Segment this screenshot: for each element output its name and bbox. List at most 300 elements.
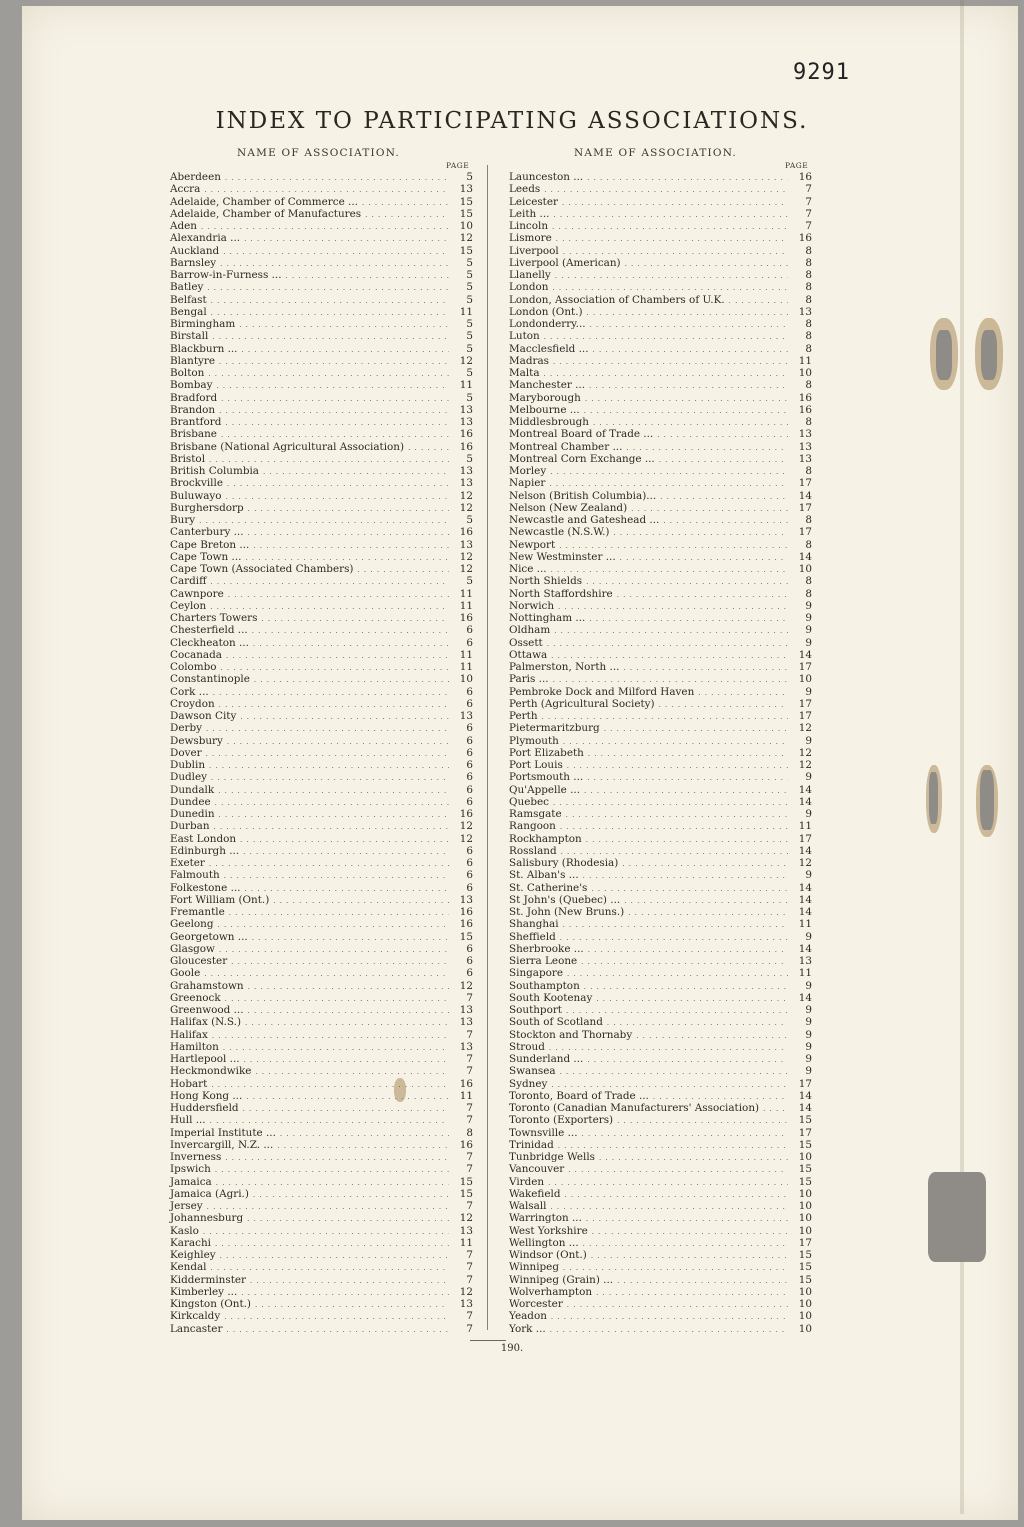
index-entry	[170, 404, 473, 416]
index-entry	[509, 1286, 812, 1298]
association-name: Vancouver	[509, 1163, 565, 1176]
page-ref: 12	[798, 857, 812, 869]
association-name: Blantyre	[170, 354, 216, 367]
index-entry	[170, 379, 473, 391]
page-ref: 15	[798, 1138, 812, 1151]
index-entry	[170, 294, 473, 306]
leader-dots	[244, 1053, 449, 1066]
page-ref: 8	[805, 269, 812, 281]
leader-dots	[209, 857, 449, 870]
association-name: Bristol	[170, 452, 206, 465]
page-ref: 13	[459, 1016, 473, 1029]
index-entry	[170, 735, 473, 747]
index-entry	[509, 183, 812, 195]
leader-dots	[552, 220, 788, 233]
leader-dots	[592, 1225, 788, 1238]
leader-dots	[223, 245, 449, 258]
association-name: Dunedin	[170, 808, 215, 820]
index-entry	[170, 1286, 473, 1298]
index-entry	[170, 514, 473, 526]
association-name: Middlesbrough	[509, 416, 589, 428]
association-name: Nice ...	[509, 563, 547, 575]
leader-dots	[241, 343, 449, 356]
page-ref: 16	[798, 403, 812, 416]
association-name: Fremantle	[170, 906, 225, 918]
leader-dots	[211, 306, 449, 319]
association-name: Quebec	[509, 795, 549, 808]
index-entry	[509, 600, 812, 612]
association-name: Dewsbury	[170, 734, 223, 747]
index-entry	[509, 955, 812, 967]
leader-dots	[209, 759, 449, 772]
index-entry	[509, 490, 812, 502]
index-entry	[170, 1237, 473, 1249]
leader-dots	[211, 1078, 449, 1091]
index-entry	[170, 637, 473, 649]
association-name: Townsville ...	[509, 1126, 578, 1139]
page-ref: 8	[805, 465, 812, 477]
association-name: Wakefield	[509, 1187, 561, 1200]
index-entry	[170, 183, 473, 195]
page-ref: 14	[798, 783, 812, 796]
leader-dots	[221, 392, 449, 405]
page-ref: 6	[466, 624, 473, 637]
leader-dots	[250, 1274, 449, 1287]
index-entry	[509, 735, 812, 747]
page-ref: 14	[798, 844, 812, 857]
index-entry	[509, 808, 812, 820]
page-ref: 7	[466, 1102, 473, 1114]
leader-dots	[211, 1261, 450, 1274]
association-name: Brockville	[170, 477, 223, 490]
index-entry	[170, 1298, 473, 1310]
page-ref: 15	[798, 1273, 812, 1286]
leader-dots	[225, 1151, 449, 1164]
page-ref: 10	[798, 1285, 812, 1298]
index-entry	[170, 1200, 473, 1212]
index-entry	[170, 857, 473, 869]
association-name: Folkestone ...	[170, 881, 241, 894]
association-name: Adelaide, Chamber of Commerce ...	[170, 195, 358, 208]
leader-dots	[248, 1004, 449, 1017]
page-ref: 6	[466, 734, 473, 747]
page-ref: 7	[466, 1151, 473, 1163]
association-name: British Columbia	[170, 465, 259, 477]
index-entry	[509, 196, 812, 208]
page-ref: 5	[466, 342, 473, 355]
index-entry	[509, 269, 812, 281]
leader-dots	[553, 673, 788, 686]
page-ref: 9	[805, 1004, 812, 1016]
index-entry	[509, 1225, 812, 1237]
association-name: Grahamstown	[170, 979, 244, 992]
page-ref: 13	[459, 477, 473, 490]
index-entry	[509, 392, 812, 404]
association-name: Cape Town ...	[170, 550, 242, 563]
page-ref: 14	[798, 991, 812, 1004]
leader-dots	[252, 624, 449, 637]
page-ref: 11	[459, 305, 473, 318]
leader-dots	[208, 367, 449, 380]
index-entry	[509, 416, 812, 428]
association-name: Geelong	[170, 918, 214, 931]
leader-dots	[563, 918, 788, 931]
page-ref: 14	[798, 942, 812, 955]
page-ref: 5	[466, 330, 473, 343]
leader-dots	[219, 943, 449, 956]
left-page-label: PAGE	[446, 161, 470, 170]
leader-dots	[622, 857, 788, 870]
association-name: North Shields	[509, 575, 583, 588]
association-name: Kidderminster	[170, 1273, 246, 1286]
association-name: Falmouth	[170, 869, 220, 882]
leader-dots	[201, 220, 449, 233]
page-ref: 7	[466, 1310, 473, 1323]
index-entry	[170, 1310, 473, 1322]
association-name: Hull ...	[170, 1114, 206, 1127]
leader-dots	[210, 1114, 449, 1127]
page-ref: 15	[459, 1187, 473, 1200]
association-name: Halifax (N.S.)	[170, 1016, 241, 1029]
index-entry	[509, 441, 812, 453]
association-name: Bury	[170, 514, 196, 526]
index-entry	[509, 649, 812, 661]
leader-dots	[209, 453, 449, 466]
leader-dots	[365, 208, 449, 221]
leader-dots	[206, 722, 449, 735]
page-ref: 7	[466, 1322, 473, 1335]
leader-dots	[625, 257, 788, 270]
index-entry	[170, 416, 473, 428]
index-entry	[509, 379, 812, 391]
page-ref: 12	[459, 550, 473, 563]
page-ref: 13	[798, 428, 812, 441]
index-entry	[509, 1188, 812, 1200]
association-name: Bradford	[170, 391, 218, 404]
leader-dots	[273, 894, 449, 907]
association-name: Hamilton	[170, 1040, 219, 1053]
association-name: Dudley	[170, 771, 208, 784]
leader-dots	[207, 281, 449, 294]
association-name: Durban	[170, 820, 210, 833]
association-name: Liverpool	[509, 244, 559, 257]
association-name: Birmingham	[170, 318, 236, 330]
association-name: South Kootenay	[509, 991, 593, 1004]
association-name: Nelson (New Zealand)	[509, 501, 628, 514]
leader-dots	[617, 588, 788, 601]
association-name: Glasgow	[170, 942, 215, 955]
page-ref: 17	[798, 697, 812, 710]
page-ref: 13	[459, 183, 473, 196]
page-ref: 16	[798, 232, 812, 245]
index-entry	[509, 1310, 812, 1322]
association-name: Warrington ...	[509, 1212, 582, 1225]
page-ref: 6	[466, 844, 473, 857]
index-entry	[170, 845, 473, 857]
leader-dots	[588, 747, 788, 760]
page-ref: 16	[459, 526, 473, 539]
association-name: Oldham	[509, 624, 551, 637]
leader-dots	[567, 759, 788, 772]
leader-dots	[227, 735, 449, 748]
staple-hole	[929, 772, 938, 824]
index-entry	[170, 1274, 473, 1286]
association-name: Cardiff	[170, 575, 207, 588]
staple-hole	[981, 330, 997, 380]
page-ref: 9	[805, 685, 812, 698]
leader-dots	[210, 600, 449, 613]
index-entry	[170, 1225, 473, 1237]
leader-dots	[549, 477, 788, 490]
association-name: Cawnpore	[170, 587, 224, 600]
page-ref: 14	[798, 648, 812, 661]
leader-dots	[555, 269, 788, 282]
leader-dots	[286, 269, 449, 282]
association-name: Walsall	[509, 1200, 547, 1212]
leader-dots	[220, 1249, 449, 1262]
association-name: London (Ont.)	[509, 305, 583, 318]
leader-dots	[659, 698, 788, 711]
leader-dots	[563, 735, 788, 748]
page-ref: 6	[466, 783, 473, 796]
leader-dots	[263, 465, 449, 478]
leader-dots	[219, 355, 449, 368]
leader-dots	[589, 379, 788, 392]
leader-dots	[225, 171, 449, 184]
index-entry	[509, 869, 812, 881]
index-entry	[170, 367, 473, 379]
association-name: Lincoln	[509, 220, 549, 232]
association-name: Brantford	[170, 416, 222, 428]
leader-dots	[210, 575, 449, 588]
association-name: New Westminster ...	[509, 550, 616, 563]
index-entry	[509, 171, 812, 183]
association-name: Pietermaritzburg	[509, 722, 600, 735]
leader-dots	[253, 539, 449, 552]
leader-dots	[215, 1163, 449, 1176]
leader-dots	[560, 1065, 788, 1078]
leader-dots	[584, 784, 788, 797]
leader-dots	[553, 208, 788, 221]
leader-dots	[586, 833, 788, 846]
leader-dots	[566, 808, 788, 821]
page-ref: 15	[798, 1175, 812, 1188]
association-name: Shanghai	[509, 918, 559, 931]
association-name: Fort William (Ont.)	[170, 893, 270, 906]
leader-dots	[212, 1029, 449, 1042]
leader-dots	[246, 1090, 449, 1103]
leader-dots	[226, 649, 449, 662]
index-entry	[509, 1200, 812, 1212]
leader-dots	[261, 612, 449, 625]
staple-hole	[936, 330, 952, 380]
association-name: Trinidad	[509, 1138, 554, 1151]
page-ref: 13	[459, 893, 473, 906]
leader-dots	[544, 330, 788, 343]
association-name: Singapore	[509, 967, 564, 980]
leader-dots	[203, 1225, 449, 1238]
index-entry	[509, 428, 812, 440]
leader-dots	[243, 1102, 449, 1115]
index-entry	[509, 661, 812, 673]
leader-dots	[215, 1237, 449, 1250]
index-entry	[170, 232, 473, 244]
association-name: Derby	[170, 722, 202, 735]
page-ref: 17	[798, 1077, 812, 1090]
leader-dots	[624, 894, 788, 907]
association-name: Sierra Leone	[509, 955, 578, 967]
association-name: Launceston ...	[509, 171, 584, 183]
association-name: Kendal	[170, 1261, 207, 1274]
association-name: Dublin	[170, 759, 206, 771]
association-name: Keighley	[170, 1249, 216, 1261]
index-entry	[170, 441, 473, 453]
association-name: Belfast	[170, 293, 207, 306]
index-entry	[170, 833, 473, 845]
index-entry	[170, 551, 473, 563]
index-entry	[170, 1139, 473, 1151]
page-title: INDEX TO PARTICIPATING ASSOCIATIONS.	[215, 108, 809, 134]
leader-dots	[563, 245, 788, 258]
page-ref: 5	[466, 281, 473, 294]
index-entry	[509, 894, 812, 906]
page-ref: 9	[805, 1065, 812, 1078]
page-ref: 11	[459, 1089, 473, 1102]
association-name: Montreal Board of Trade ...	[509, 428, 654, 441]
index-entry	[170, 465, 473, 477]
index-entry	[170, 526, 473, 538]
association-name: Jamaica (Agri.)	[170, 1187, 249, 1200]
page-ref: 11	[798, 820, 812, 833]
index-entry	[170, 306, 473, 318]
page-ref: 8	[805, 342, 812, 355]
index-entry	[170, 869, 473, 881]
index-entry	[509, 367, 812, 379]
index-entry	[509, 710, 812, 722]
association-name: Yeadon	[509, 1310, 547, 1323]
association-name: Auckland	[170, 244, 220, 257]
page-ref: 9	[805, 771, 812, 784]
page-ref: 17	[798, 661, 812, 673]
index-entry	[509, 514, 812, 526]
association-name: Burghersdorp	[170, 501, 244, 514]
association-name: Georgetown ...	[170, 930, 248, 943]
association-name: St. John (New Bruns.)	[509, 906, 625, 918]
leader-dots	[224, 1310, 449, 1323]
association-name: Melbourne ...	[509, 403, 580, 416]
page-ref: 5	[466, 391, 473, 404]
page-ref: 10	[798, 673, 812, 686]
association-name: London	[509, 281, 549, 294]
leader-dots	[589, 612, 788, 625]
leader-dots	[559, 539, 788, 552]
leader-dots	[631, 502, 788, 515]
document-number: 9291	[793, 60, 850, 85]
page-ref: 6	[466, 771, 473, 784]
index-entry	[170, 796, 473, 808]
index-entry	[509, 208, 812, 220]
index-entry	[170, 1114, 473, 1126]
leader-dots	[225, 992, 449, 1005]
index-entry	[509, 796, 812, 808]
association-name: Rockhampton	[509, 832, 582, 845]
association-name: Madras	[509, 354, 549, 367]
association-name: Toronto, Board of Trade ...	[509, 1089, 649, 1102]
association-name: Brandon	[170, 403, 216, 416]
index-entry	[509, 1274, 812, 1286]
page-ref: 8	[805, 416, 812, 428]
page-ref: 10	[798, 1151, 812, 1163]
index-entry	[509, 722, 812, 734]
association-name: Bombay	[170, 379, 213, 392]
page-ref: 5	[466, 575, 473, 588]
index-entry	[509, 759, 812, 771]
index-entry	[509, 1004, 812, 1016]
association-name: Wolverhampton	[509, 1285, 593, 1298]
page-ref: 9	[805, 808, 812, 820]
leader-dots	[604, 722, 788, 735]
leader-dots	[243, 845, 449, 858]
index-entry	[509, 294, 812, 306]
association-name: Winnipeg	[509, 1261, 559, 1274]
page-ref: 17	[798, 477, 812, 490]
page-ref: 5	[466, 256, 473, 269]
index-entry	[509, 220, 812, 232]
association-name: Stroud	[509, 1040, 545, 1053]
association-name: Londonderry...	[509, 318, 586, 330]
index-entry	[170, 784, 473, 796]
association-name: West Yorkshire	[509, 1224, 588, 1237]
paper-tear	[928, 1172, 986, 1262]
leader-dots	[586, 1212, 788, 1225]
association-name: Newcastle (N.S.W.)	[509, 526, 610, 539]
leader-dots	[223, 1041, 449, 1054]
page-ref: 6	[466, 759, 473, 771]
index-entry	[509, 465, 812, 477]
association-name: Cleckheaton ...	[170, 636, 249, 649]
association-name: Sheffield	[509, 930, 556, 943]
page-ref: 10	[798, 1200, 812, 1212]
leader-dots	[204, 183, 449, 196]
page-ref: 6	[466, 697, 473, 710]
page-ref: 14	[798, 795, 812, 808]
page-ref: 7	[805, 207, 812, 220]
association-name: Ottawa	[509, 648, 548, 661]
leader-dots	[623, 661, 788, 674]
page-ref: 10	[798, 1212, 812, 1225]
index-entry	[509, 992, 812, 1004]
leader-dots	[663, 514, 788, 527]
page-ref: 10	[459, 673, 473, 686]
index-entry	[170, 563, 473, 575]
index-entry	[509, 857, 812, 869]
page-number: 190.	[500, 1343, 524, 1354]
association-name: Barnsley	[170, 256, 217, 269]
association-name: York ...	[509, 1322, 546, 1335]
association-name: Buluwayo	[170, 489, 222, 502]
page-ref: 14	[798, 1089, 812, 1102]
association-name: Port Louis	[509, 759, 563, 771]
association-name: Tunbridge Wells	[509, 1151, 595, 1163]
index-entry	[170, 428, 473, 440]
index-entry	[509, 404, 812, 416]
index-entry	[170, 171, 473, 183]
page-ref: 10	[798, 1310, 812, 1323]
association-name: Qu'Appelle ...	[509, 783, 581, 796]
leader-dots	[660, 490, 788, 503]
association-name: Exeter	[170, 857, 205, 869]
association-name: Stockton and Thornaby	[509, 1028, 633, 1041]
